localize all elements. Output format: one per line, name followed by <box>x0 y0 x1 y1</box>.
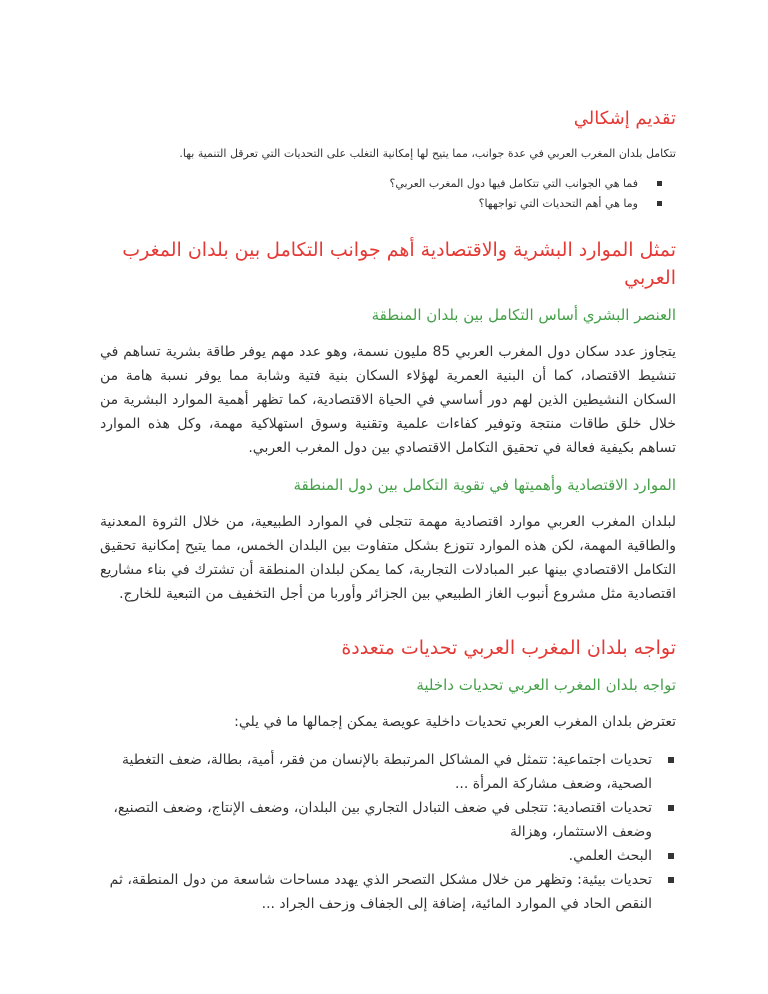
section1-sub2-text: لبلدان المغرب العربي موارد اقتصادية مهمة تتجلى في الموارد الطبيعية، من خلال الثروة المعدنية والطاقية المهمة، لكن هذه الموارد تتوزع بشكل متفاوت بين البلدان الخمس، مما يتيح إمكانية تحقيق التكامل الاقتصادي بينها عبر المبادلات التجارية، كما يمكن لبلدان المنطقة أن تشترك في بناء مشاريع اقتصادية مثل مشروع أنبوب الغاز الطبيعي بين الجزائر وأوربا من أجل التخفيف من التبعية للخارج. <box>100 514 676 602</box>
challenge-text: تحديات اجتماعية: تتمثل في المشاكل المرتبطة بالإنسان من فقر، أمية، بطالة، ضعف التغطية الصحية، وضعف مشاركة المرأة ... <box>121 752 652 792</box>
challenge-text: تحديات بيئية: وتظهر من خلال مشكل التصحر الذي يهدد مساحات شاسعة من دول المنطقة، ثم النقص الحاد في الموارد المائية، إضافة إلى الجفاف وزحف الجراد ... <box>109 872 652 912</box>
section2-title: تواجه بلدان المغرب العربي تحديات متعددة <box>341 637 676 659</box>
challenge-text: البحث العلمي. <box>568 848 652 864</box>
square-bullet-icon <box>668 805 674 811</box>
list-item <box>100 868 676 916</box>
section2-sub1-title: تواجه بلدان المغرب العربي تحديات داخلية <box>416 676 676 694</box>
square-bullet-icon <box>668 757 674 763</box>
section2-sub1-text: تعترض بلدان المغرب العربي تحديات داخلية عويصة يمكن إجمالها ما في يلي: <box>234 714 676 730</box>
section1-title: تمثل الموارد البشرية والاقتصادية أهم جوانب التكامل بين بلدان المغرب العربي <box>122 239 676 289</box>
square-bullet-icon <box>668 877 674 883</box>
list-item <box>100 748 676 796</box>
square-bullet-icon <box>657 181 662 186</box>
challenges-list <box>100 748 676 916</box>
square-bullet-icon <box>657 201 662 206</box>
list-item <box>100 796 676 844</box>
intro-text: تتكامل بلدان المغرب العربي في عدة جوانب، مما يتيح لها إمكانية التغلب على التحديات التي تعرقل التنمية بها. <box>179 147 676 160</box>
section1-sub2-title: الموارد الاقتصادية وأهميتها في تقوية التكامل بين دول المنطقة <box>293 476 676 494</box>
list-item <box>100 844 676 868</box>
square-bullet-icon <box>668 853 674 859</box>
list-item <box>100 174 648 194</box>
list-item <box>100 194 648 214</box>
intro-title: تقديم إشكالي <box>573 108 676 129</box>
section1-sub1-title: العنصر البشري أساس التكامل بين بلدان المنطقة <box>371 306 676 324</box>
section1-sub1-text: يتجاوز عدد سكان دول المغرب العربي 85 مليون نسمة، وهو عدد مهم يوفر طاقة بشرية تساهم في تنشيط الاقتصاد، كما أن البنية العمرية لهؤلاء السكان بنية فتية وشابة مما يوفر نسبة هامة من السكان النشيطين الذين لهم دور أساسي في الحياة الاقتصادية، كما تظهر أهمية الموارد البشرية من خلال خلق طاقات منتجة وتوفير كفاءات علمية وتقنية وسوق استهلاكية مهمة، وكل هذه الموارد تساهم بكيفية فعالة في تحقيق التكامل الاقتصادي بين دول المغرب العربي. <box>100 344 676 456</box>
question-text: وما هي أهم التحديات التي تواجهها؟ <box>478 197 638 210</box>
intro-questions <box>100 174 676 214</box>
challenge-text: تحديات اقتصادية: تتجلى في ضعف التبادل التجاري بين البلدان، وضعف الإنتاج، وضعف التصنيع، وضعف الاستثمار، وهزالة <box>113 800 652 840</box>
question-text: فما هي الجوانب التي تتكامل فيها دول المغرب العربي؟ <box>389 177 638 190</box>
